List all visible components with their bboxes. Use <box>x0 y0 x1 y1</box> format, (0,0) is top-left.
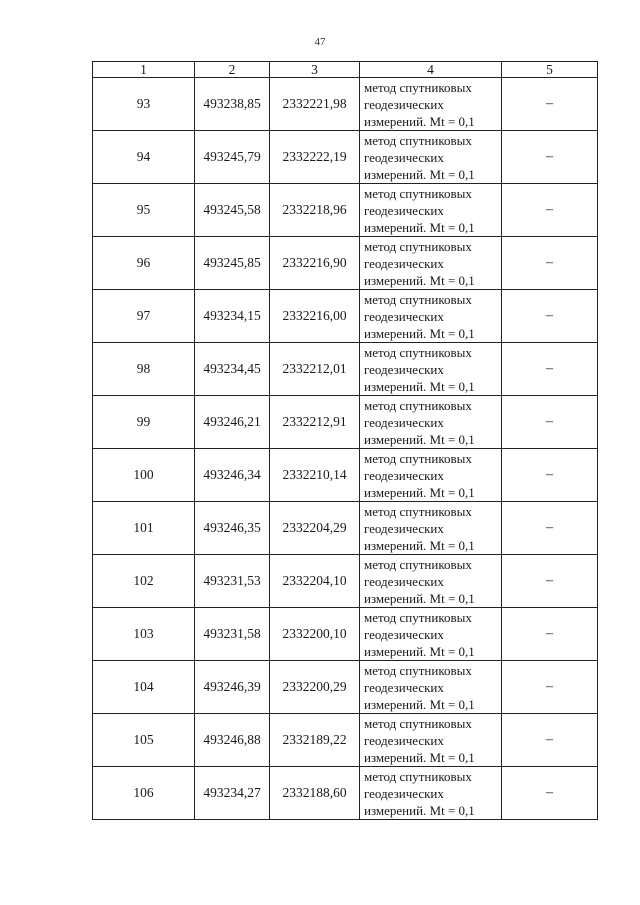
method-line: метод спутниковых <box>364 79 472 95</box>
method-line: метод спутниковых <box>364 185 472 201</box>
table-row <box>93 131 598 184</box>
table-row <box>93 343 598 396</box>
method-cell <box>360 131 502 184</box>
note-cell: – <box>502 661 598 714</box>
y-coordinate-cell: 2332212,91 <box>270 396 360 449</box>
point-number-cell: 93 <box>93 78 195 131</box>
point-number-cell: 106 <box>93 767 195 820</box>
method-line: геодезических <box>364 626 444 642</box>
header-col-3: 3 <box>270 62 360 78</box>
method-line: метод спутниковых <box>364 556 472 572</box>
y-coordinate-cell: 2332216,00 <box>270 290 360 343</box>
method-line: геодезических <box>364 255 444 271</box>
header-col-1: 1 <box>93 62 195 78</box>
y-coordinate-cell: 2332221,98 <box>270 78 360 131</box>
note-cell: – <box>502 78 598 131</box>
method-line: геодезических <box>364 414 444 430</box>
y-coordinate-cell: 2332188,60 <box>270 767 360 820</box>
note-cell: – <box>502 767 598 820</box>
point-number-cell: 94 <box>93 131 195 184</box>
y-coordinate-cell: 2332189,22 <box>270 714 360 767</box>
method-cell <box>360 608 502 661</box>
point-number-cell: 96 <box>93 237 195 290</box>
method-line: измерений. Mt = 0,1 <box>364 166 475 182</box>
point-number-cell: 99 <box>93 396 195 449</box>
method-cell <box>360 396 502 449</box>
note-cell: – <box>502 184 598 237</box>
method-line: геодезических <box>364 202 444 218</box>
method-line: геодезических <box>364 785 444 801</box>
note-cell: – <box>502 714 598 767</box>
method-line: метод спутниковых <box>364 715 472 731</box>
method-line: метод спутниковых <box>364 238 472 254</box>
point-number-cell: 103 <box>93 608 195 661</box>
table-row <box>93 237 598 290</box>
table-row <box>93 608 598 661</box>
method-line: геодезических <box>364 679 444 695</box>
x-coordinate-cell: 493234,45 <box>195 343 270 396</box>
method-cell <box>360 449 502 502</box>
note-cell: – <box>502 237 598 290</box>
method-line: измерений. Mt = 0,1 <box>364 219 475 235</box>
point-number-cell: 105 <box>93 714 195 767</box>
method-line: измерений. Mt = 0,1 <box>364 431 475 447</box>
table-row <box>93 449 598 502</box>
method-line: измерений. Mt = 0,1 <box>364 113 475 129</box>
method-line: измерений. Mt = 0,1 <box>364 749 475 765</box>
note-cell: – <box>502 396 598 449</box>
note-cell: – <box>502 343 598 396</box>
y-coordinate-cell: 2332204,10 <box>270 555 360 608</box>
method-line: геодезических <box>364 520 444 536</box>
x-coordinate-cell: 493246,39 <box>195 661 270 714</box>
note-cell: – <box>502 131 598 184</box>
method-line: измерений. Mt = 0,1 <box>364 590 475 606</box>
table-row <box>93 767 598 820</box>
x-coordinate-cell: 493246,21 <box>195 396 270 449</box>
y-coordinate-cell: 2332200,29 <box>270 661 360 714</box>
method-cell <box>360 502 502 555</box>
method-cell <box>360 555 502 608</box>
table-row <box>93 78 598 131</box>
method-line: измерений. Mt = 0,1 <box>364 696 475 712</box>
method-cell <box>360 767 502 820</box>
method-line: геодезических <box>364 467 444 483</box>
point-number-cell: 104 <box>93 661 195 714</box>
method-line: метод спутниковых <box>364 662 472 678</box>
y-coordinate-cell: 2332218,96 <box>270 184 360 237</box>
y-coordinate-cell: 2332210,14 <box>270 449 360 502</box>
table-row <box>93 714 598 767</box>
method-cell <box>360 343 502 396</box>
x-coordinate-cell: 493231,53 <box>195 555 270 608</box>
table-row <box>93 661 598 714</box>
table-row <box>93 290 598 343</box>
method-cell <box>360 290 502 343</box>
method-line: метод спутниковых <box>364 344 472 360</box>
y-coordinate-cell: 2332200,10 <box>270 608 360 661</box>
point-number-cell: 98 <box>93 343 195 396</box>
x-coordinate-cell: 493246,88 <box>195 714 270 767</box>
method-line: метод спутниковых <box>364 397 472 413</box>
method-line: метод спутниковых <box>364 768 472 784</box>
x-coordinate-cell: 493245,85 <box>195 237 270 290</box>
y-coordinate-cell: 2332204,29 <box>270 502 360 555</box>
method-line: измерений. Mt = 0,1 <box>364 802 475 818</box>
method-line: измерений. Mt = 0,1 <box>364 272 475 288</box>
note-cell: – <box>502 290 598 343</box>
x-coordinate-cell: 493245,58 <box>195 184 270 237</box>
x-coordinate-cell: 493246,35 <box>195 502 270 555</box>
table-row <box>93 555 598 608</box>
header-col-4: 4 <box>360 62 502 78</box>
table-row <box>93 396 598 449</box>
page-number: 47 <box>314 36 326 48</box>
method-line: измерений. Mt = 0,1 <box>364 537 475 553</box>
header-row <box>93 62 598 78</box>
method-line: метод спутниковых <box>364 450 472 466</box>
y-coordinate-cell: 2332222,19 <box>270 131 360 184</box>
method-line: геодезических <box>364 361 444 377</box>
method-line: измерений. Mt = 0,1 <box>364 325 475 341</box>
table-row <box>93 184 598 237</box>
method-line: метод спутниковых <box>364 291 472 307</box>
x-coordinate-cell: 493238,85 <box>195 78 270 131</box>
point-number-cell: 101 <box>93 502 195 555</box>
method-line: геодезических <box>364 573 444 589</box>
method-line: измерений. Mt = 0,1 <box>364 378 475 394</box>
point-number-cell: 102 <box>93 555 195 608</box>
header-col-2: 2 <box>195 62 270 78</box>
x-coordinate-cell: 493245,79 <box>195 131 270 184</box>
note-cell: – <box>502 555 598 608</box>
method-cell <box>360 661 502 714</box>
note-cell: – <box>502 502 598 555</box>
method-cell <box>360 237 502 290</box>
point-number-cell: 97 <box>93 290 195 343</box>
table-header <box>93 62 598 78</box>
method-line: геодезических <box>364 308 444 324</box>
coordinates-table <box>92 61 598 820</box>
method-line: измерений. Mt = 0,1 <box>364 643 475 659</box>
method-cell <box>360 184 502 237</box>
y-coordinate-cell: 2332216,90 <box>270 237 360 290</box>
y-coordinate-cell: 2332212,01 <box>270 343 360 396</box>
note-cell: – <box>502 449 598 502</box>
method-line: геодезических <box>364 732 444 748</box>
note-cell: – <box>502 608 598 661</box>
method-line: метод спутниковых <box>364 132 472 148</box>
x-coordinate-cell: 493234,27 <box>195 767 270 820</box>
method-line: метод спутниковых <box>364 503 472 519</box>
x-coordinate-cell: 493234,15 <box>195 290 270 343</box>
method-cell <box>360 78 502 131</box>
table-row <box>93 502 598 555</box>
method-line: измерений. Mt = 0,1 <box>364 484 475 500</box>
method-cell <box>360 714 502 767</box>
point-number-cell: 95 <box>93 184 195 237</box>
point-number-cell: 100 <box>93 449 195 502</box>
table-body <box>93 78 598 820</box>
method-line: геодезических <box>364 96 444 112</box>
x-coordinate-cell: 493246,34 <box>195 449 270 502</box>
method-line: метод спутниковых <box>364 609 472 625</box>
header-col-5: 5 <box>502 62 598 78</box>
x-coordinate-cell: 493231,58 <box>195 608 270 661</box>
method-line: геодезических <box>364 149 444 165</box>
